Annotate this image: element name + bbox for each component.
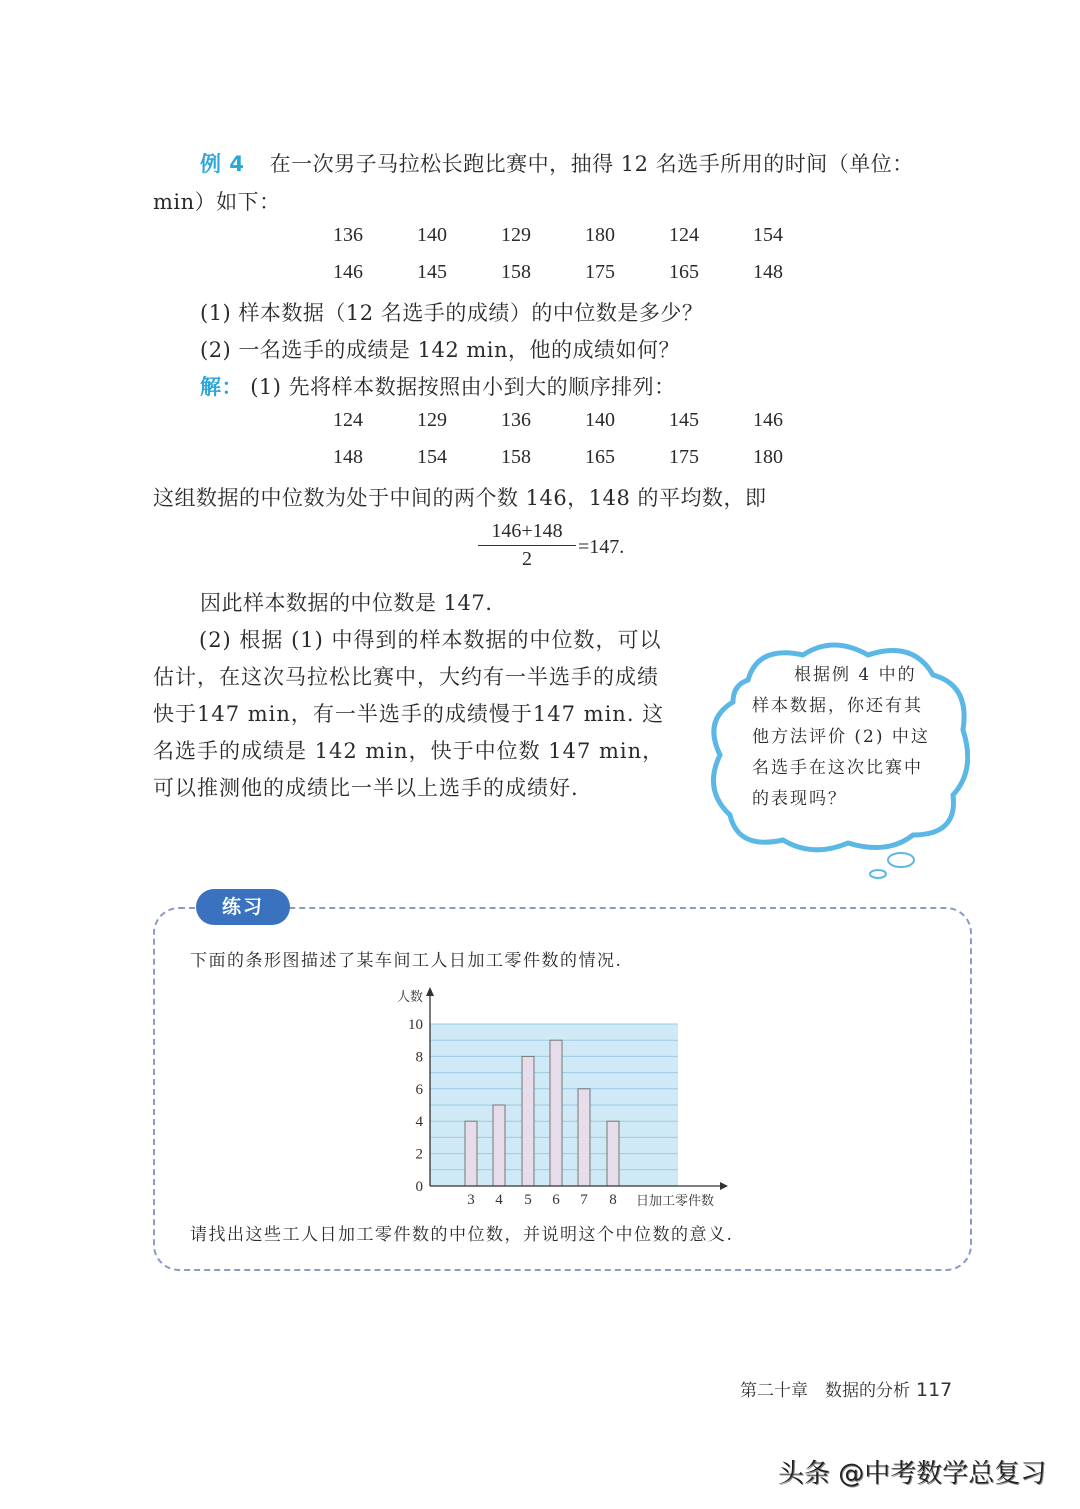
data-cell: 175 xyxy=(585,261,615,283)
svg-text:8: 8 xyxy=(609,1192,617,1208)
solution-part2-text: (2) 根据 (1) 中得到的样本数据的中位数，可以估计，在这次马拉松比赛中，大约有一半选手的成绩快于147 min，有一半选手的成绩慢于147 min. 这名选手的成绩是 142 min，快于中位数 147 min，可以推测他的成绩比一半以上选手的成绩好. xyxy=(153,628,665,800)
thought-bubble-text xyxy=(752,660,932,815)
svg-text:6: 6 xyxy=(552,1192,560,1208)
bar-7 xyxy=(578,1089,590,1186)
svg-text:5: 5 xyxy=(524,1192,532,1208)
bar-4 xyxy=(493,1105,505,1186)
svg-text:8: 8 xyxy=(415,1049,423,1066)
example-heading xyxy=(200,148,914,178)
data-cell: 175 xyxy=(669,446,699,468)
svg-text:0: 0 xyxy=(415,1179,423,1195)
data-cell: 154 xyxy=(417,446,447,468)
x-axis-arrow-icon xyxy=(720,1182,728,1190)
data-cell: 165 xyxy=(669,261,699,283)
data-cell: 145 xyxy=(417,261,447,283)
fraction-result: =147. xyxy=(578,536,625,558)
median-conclusion: 因此样本数据的中位数是 147. xyxy=(200,591,493,615)
data-row-1 xyxy=(333,224,837,247)
data-cell: 180 xyxy=(585,224,615,246)
data-cell: 148 xyxy=(333,446,363,468)
bar-5 xyxy=(522,1056,534,1186)
data-cell: 165 xyxy=(585,446,615,468)
bar-3 xyxy=(465,1121,477,1186)
svg-text:7: 7 xyxy=(580,1192,588,1208)
solution-step1: (1) 先将样本数据按照由小到大的顺序排列： xyxy=(250,375,676,399)
data-cell: 145 xyxy=(669,409,699,431)
sorted-row-2 xyxy=(333,446,837,469)
solution-label: 解： xyxy=(200,375,243,399)
data-cell: 124 xyxy=(333,409,363,431)
sorted-row-1 xyxy=(333,409,837,432)
x-axis-label: 日加工零件数 xyxy=(636,1194,715,1209)
bar-chart xyxy=(380,980,760,1210)
svg-text:4: 4 xyxy=(415,1114,423,1131)
y-tick-labels xyxy=(408,1017,424,1195)
page-number: 117 xyxy=(916,1379,953,1401)
bar-8 xyxy=(607,1121,619,1186)
exercise-prompt: 下面的条形图描述了某车间工人日加工零件数的情况. xyxy=(190,951,623,971)
data-cell: 140 xyxy=(417,224,447,246)
example-label: 例 4 xyxy=(200,152,245,176)
example-intro-line2: min）如下： xyxy=(153,190,281,214)
data-cell: 146 xyxy=(753,409,783,431)
data-cell: 158 xyxy=(501,446,531,468)
exercise-question: 请找出这些工人日加工零件数的中位数，并说明这个中位数的意义. xyxy=(190,1225,734,1245)
bar-6 xyxy=(550,1040,562,1186)
question-1: (1) 样本数据（12 名选手的成绩）的中位数是多少？ xyxy=(200,301,704,325)
x-tick-labels xyxy=(467,1192,617,1208)
data-cell: 154 xyxy=(753,224,783,246)
data-cell: 148 xyxy=(753,261,783,283)
solution-heading xyxy=(200,371,676,401)
data-row-2 xyxy=(333,261,837,284)
y-axis-label: 人数 xyxy=(396,990,423,1005)
thought-bubble-content: 根据例 4 中的样本数据，你还有其他方法评价 (2) 中这名选手在这次比赛中的表现吗？ xyxy=(752,665,930,809)
data-cell: 129 xyxy=(417,409,447,431)
svg-text:10: 10 xyxy=(408,1017,423,1033)
page-footer xyxy=(740,1376,952,1401)
chapter-title: 第二十章 数据的分析 xyxy=(740,1381,910,1401)
svg-text:4: 4 xyxy=(495,1192,503,1208)
median-explanation: 这组数据的中位数为处于中间的两个数 146，148 的平均数，即 xyxy=(153,486,767,510)
data-cell: 146 xyxy=(333,261,363,283)
data-cell: 129 xyxy=(501,224,531,246)
data-cell: 124 xyxy=(669,224,699,246)
median-fraction xyxy=(478,520,625,571)
data-cell: 136 xyxy=(501,409,531,431)
data-cell: 180 xyxy=(753,446,783,468)
solution-part2 xyxy=(153,622,673,807)
question-2: (2) 一名选手的成绩是 142 min，他的成绩如何？ xyxy=(200,338,681,362)
fraction-numerator: 146+148 xyxy=(478,520,576,546)
example-intro-line1: 在一次男子马拉松长跑比赛中，抽得 12 名选手所用的时间（单位： xyxy=(269,152,914,176)
fraction-denominator: 2 xyxy=(522,548,532,570)
exercise-badge: 练习 xyxy=(196,889,290,925)
y-axis-arrow-icon xyxy=(426,987,434,996)
watermark: 头条 @中考数学总复习 xyxy=(778,1459,1047,1489)
data-cell: 136 xyxy=(333,224,363,246)
svg-text:3: 3 xyxy=(467,1192,475,1208)
data-cell: 140 xyxy=(585,409,615,431)
svg-text:2: 2 xyxy=(415,1146,423,1163)
svg-text:6: 6 xyxy=(415,1081,423,1098)
data-cell: 158 xyxy=(501,261,531,283)
